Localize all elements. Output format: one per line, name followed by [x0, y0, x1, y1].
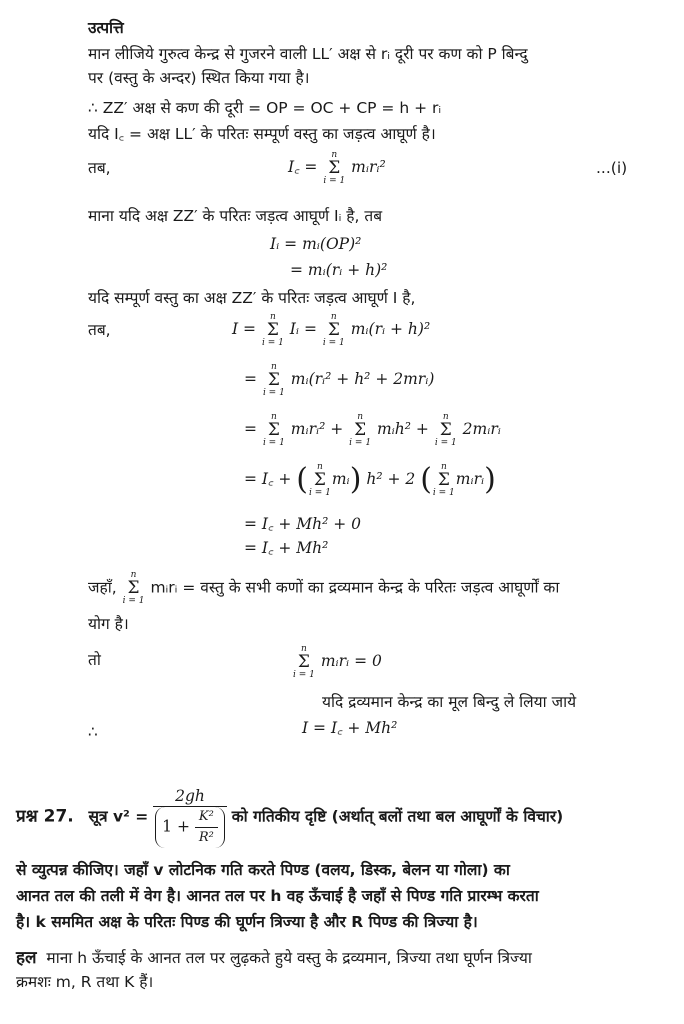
equation-1 — [288, 150, 386, 186]
equation-3-line-4: = I꜀ + ( n Σ i = 1 mᵢ) h² + 2 ( n Σ i = 1 mᵢrᵢ) — [244, 462, 496, 498]
equation-3-line-3: = n Σ i = 1 mᵢrᵢ² + n Σ i = 1 mᵢh² + n Σ i = 1 2mᵢrᵢ — [244, 412, 501, 448]
paragraph-line: योग है। — [88, 615, 129, 633]
paragraph-line: पर (वस्तु के अन्दर) स्थित किया गया है। — [88, 69, 310, 87]
equation-3-line-6: = I꜀ + Mh² — [244, 539, 329, 557]
question-line: से व्युत्पन्न कीजिए। जहाँ v लोटनिक गति करते पिण्ड (वलय, डिस्क, बेलन या गोला) का — [16, 861, 510, 879]
paragraph-line: मान लीजिये गुरुत्व केन्द्र से गुजरने वाली LL′ अक्ष से rᵢ दूरी पर कण को P बिन्दु — [88, 45, 528, 63]
label-so: तो — [88, 651, 101, 669]
equation-4: n Σ i = 1 mᵢrᵢ = 0 — [293, 644, 382, 680]
solution-label: हल — [16, 948, 37, 968]
equation-2b: = mᵢ(rᵢ + h)² — [290, 261, 388, 279]
question-text: को गतिकीय दृष्टि (अर्थात् बलों तथा बल आघूर्णों के विचार) — [231, 807, 564, 826]
section-heading: उत्पत्ति — [88, 19, 124, 37]
question-formula-text: सूत्र v² = — [88, 807, 149, 826]
equation-3-line-5: = I꜀ + Mh² + 0 — [244, 515, 362, 533]
label-then: तब, — [88, 159, 111, 177]
question-label: प्रश्न 27. — [16, 806, 74, 827]
solution-line: हल माना h ऊँचाई के आनत तल पर लुढ़कते हुये वस्तु के द्रव्यमान, त्रिज्या तथा घूर्णन त्रिज्या — [16, 948, 532, 968]
question-header — [16, 786, 563, 848]
summation-symbol: n Σ i = 1 — [323, 150, 346, 186]
equation-5: I = I꜀ + Mh² — [302, 719, 398, 737]
formula-fraction: 2gh 1 + $\frac{\text{K²}}{\text{R²}}$ — [153, 786, 227, 848]
label-then: तब, — [88, 321, 111, 339]
eq-lhs: I꜀ = — [288, 158, 318, 176]
equation-2a: Iᵢ = mᵢ(OP)² — [270, 235, 362, 253]
paragraph-line: जहाँ, n Σ i = 1 mᵢrᵢ = वस्तु के सभी कणों का द्रव्यमान केन्द्र के परितः जड़त्व आघूर्णों का — [88, 570, 560, 606]
equation-3-line-2: = n Σ i = 1 mᵢ(rᵢ² + h² + 2mrᵢ) — [244, 362, 435, 398]
question-line: आनत तल की तली में वेग है। आनत तल पर h वह ऊँचाई है जहाँ से पिण्ड गति प्रारम्भ करता — [16, 887, 539, 905]
paragraph-line: ∴ ZZ′ अक्ष से कण की दूरी = OP = OC + CP = h + rᵢ — [88, 99, 442, 117]
paragraph-line: माना यदि अक्ष ZZ′ के परितः जड़त्व आघूर्ण Iᵢ है, तब — [88, 207, 383, 225]
question-line: है। k सममित अक्ष के परितः पिण्ड की घूर्णन त्रिज्या है और R पिण्ड की त्रिज्या है। — [16, 913, 478, 931]
solution-line: क्रमशः m, R तथा K हैं। — [16, 973, 154, 991]
paragraph-line: यदि I꜀ = अक्ष LL′ के परितः सम्पूर्ण वस्तु का जड़त्व आघूर्ण है। — [88, 125, 436, 143]
paragraph-line: यदि द्रव्यमान केन्द्र का मूल बिन्दु ले लिया जाये — [322, 693, 577, 711]
equation-3-line-1: I = n Σ i = 1 Iᵢ = n Σ i = 1 mᵢ(rᵢ + h)² — [232, 312, 431, 348]
paragraph-line: यदि सम्पूर्ण वस्तु का अक्ष ZZ′ के परितः जड़त्व आघूर्ण I है, — [88, 289, 416, 307]
equation-tag: ...(i) — [596, 159, 628, 177]
therefore-symbol: ∴ — [88, 723, 98, 741]
eq-term: mᵢrᵢ² — [351, 158, 386, 176]
